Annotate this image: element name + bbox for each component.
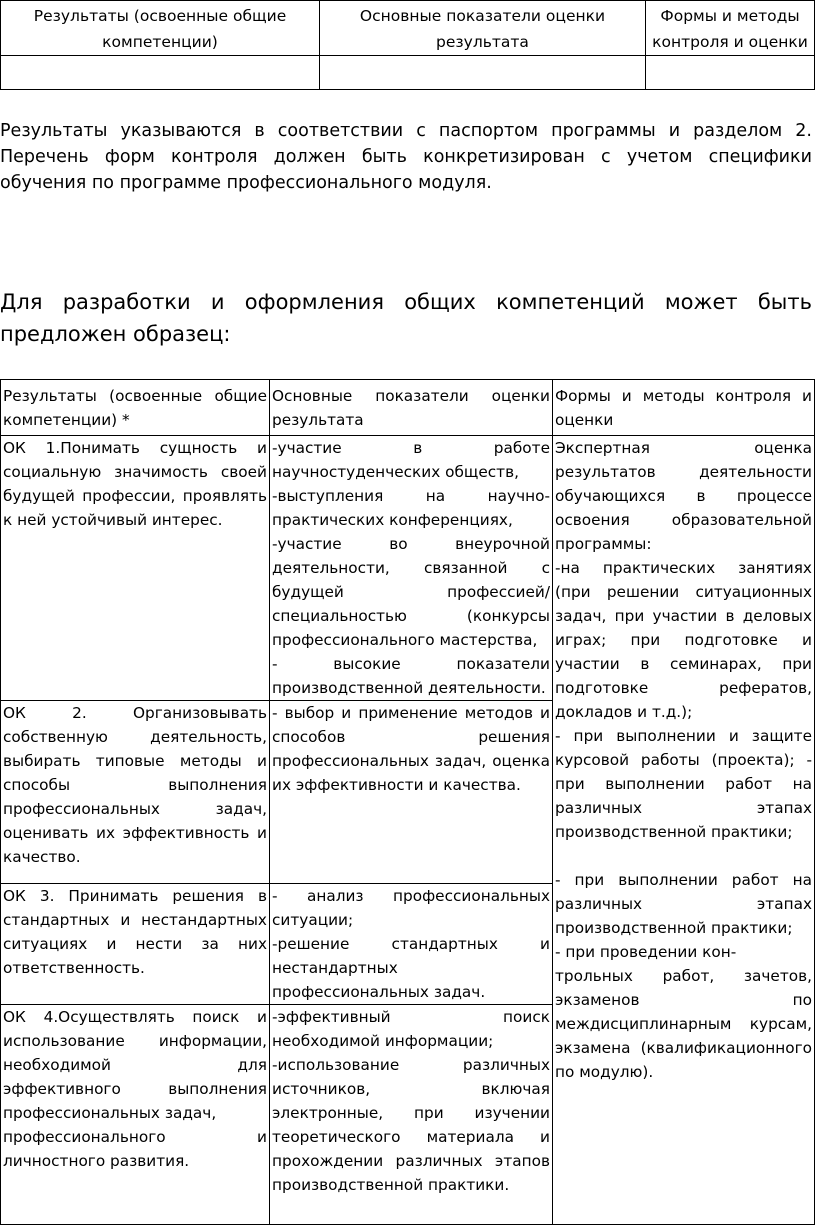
header-methods: Формы и методы контроля и оценки: [553, 380, 815, 436]
instruction-paragraph: Результаты указываются в соответствии с паспортом программы и разделом 2. Перечень форм контроля должен быть конкретизирован с учетом специфики обучения по программе профессионального модуля.: [0, 121, 812, 193]
indicators-ok2: - выбор и применение методов и способов решения профессиональных задач, оценка их эффективности и качества.: [270, 701, 553, 884]
top-empty-cell: [646, 56, 815, 90]
competency-ok3: ОК 3. Принимать решения в стандартных и нестандартных ситуациях и нести за них ответственность.: [1, 884, 270, 1005]
methods-line: - при выполнении работ на различных этапах производственной практики;: [555, 871, 812, 937]
competency-ok1: ОК 1.Понимать сущность и социальную значимость своей будущей профессии, проявлять к ней устойчивый интерес.: [1, 436, 270, 701]
top-empty-cell: [320, 56, 646, 90]
indicators-ok3: - анализ профессиональных ситуации; -решение стандартных и нестандартных профессиональных задач.: [270, 884, 553, 1005]
methods-line: - при проведении кон-: [555, 943, 737, 961]
top-header-methods: Формы и методы контроля и оценки: [646, 1, 815, 56]
sample-intro-paragraph: Для разработки и оформления общих компетенций может быть предложен образец:: [0, 290, 812, 346]
indicators-ok1: -участие в работе научностуденческих обществ, -выступления на научно-практических конференциях, -участие во внеурочной деятельности, связанной с будущей профессией/ специальностью (конкурсы профессионального мастерства, - высокие показатели производственной деятельности.: [270, 436, 553, 701]
top-empty-cell: [1, 56, 320, 90]
header-results: Результаты (освоенные общие компетенции) *: [1, 380, 270, 436]
top-header-results: Результаты (освоенные общие компетенции): [1, 1, 320, 56]
table-row: [1, 436, 815, 701]
competency-ok4: ОК 4.Осуществлять поиск и использование информации, необходимой для эффективного выполнения профессиональных задач, профессионального и личностного развития.: [1, 1005, 270, 1225]
top-header-indicators: Основные показатели оценки результата: [320, 1, 646, 56]
methods-cell: [553, 436, 815, 1225]
methods-line: -на практических занятиях (при решении ситуационных задач, при участии в деловых играх; при подготовке и участии в семинарах, при подготовке рефератов, докладов и т.д.);: [555, 559, 812, 721]
methods-line: Экспертная оценка результатов деятельности обучающихся в процессе освоения образовательной программы:: [555, 439, 812, 553]
competency-ok2: ОК 2. Организовывать собственную деятельность, выбирать типовые методы и способы выполнения профессиональных задач, оценивать их эффективность и качество.: [1, 701, 270, 884]
top-header-table: [0, 0, 815, 90]
methods-line: трольных работ, зачетов, экзаменов по междисциплинарным курсам, экзамена (квалификационного по модулю).: [555, 967, 812, 1081]
methods-line: - при выполнении и защите курсовой работы (проекта); - при выполнении работ на различных этапах производственной практики;: [555, 727, 812, 841]
competencies-table: [0, 379, 815, 1225]
indicators-ok4: -эффективный поиск необходимой информации; -использование различных источников, включая электронные, при изучении теоретического материала и прохождении различных этапов производственной практики.: [270, 1005, 553, 1225]
header-indicators: Основные показатели оценки результата: [270, 380, 553, 436]
methods-blank-line: [555, 844, 812, 868]
